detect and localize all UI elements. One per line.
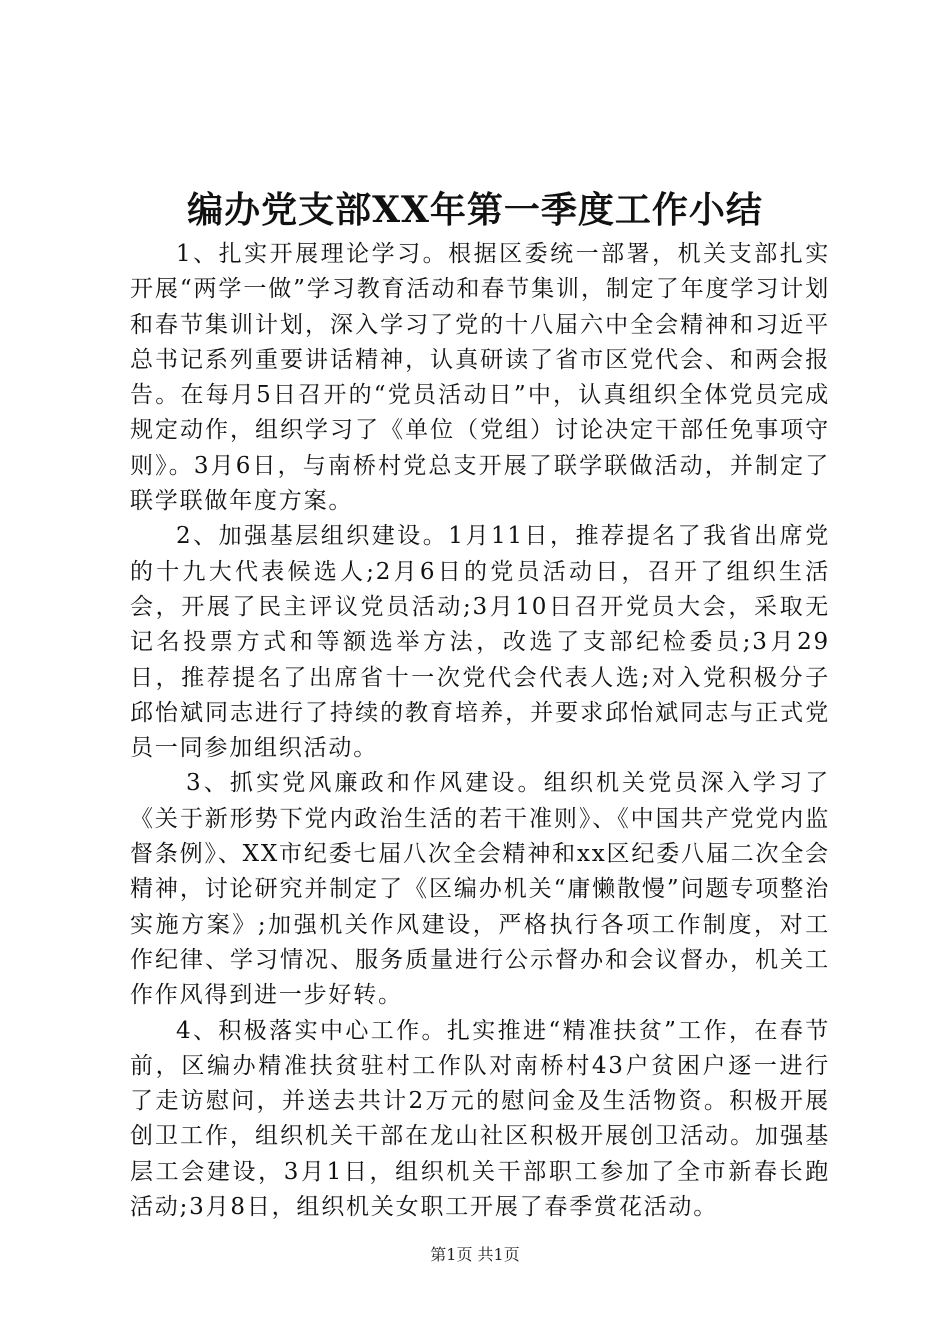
document-title: 编办党支部XX年第一季度工作小结: [187, 189, 763, 231]
paragraph-3: 3、抓实党风廉政和作风建设。组织机关党员深入学习了《关于新形势下党内政治生活的若干准则》、《中国共产党党内监督条例》、XX市纪委七届八次全会精神和xx区纪委八届二次全会精神，讨论研究并制定了《区编办机关“庸懒散慢”问题专项整治实施方案》;加强机关作风建设，严格执行各项工作制度，对工作纪律、学习情况、服务质量进行公示督办和会议督办，机关工作作风得到进一步好转。: [130, 770, 830, 1009]
paragraph-1: 1、扎实开展理论学习。根据区委统一部署，机关支部扎实开展“两学一做”学习教育活动和春节集训，制定了年度学习计划和春节集训计划，深入学习了党的十八届六中全会精神和习近平总书记系列重要讲话精神，认真研读了省市区党代会、和两会报告。在每月5日召开的“党员活动日”中，认真组织全体党员完成规定动作，组织学习了《单位（党组）讨论决定干部任免事项守则》。3月6日，与南桥村党总支开展了联学联做活动，并制定了联学联做年度方案。: [130, 241, 830, 515]
document-body: [130, 237, 830, 1225]
paragraph-4: 4、积极落实中心工作。扎实推进“精准扶贫”工作，在春节前，区编办精准扶贫驻村工作队对南桥村43户贫困户逐一进行了走访慰问，并送去共计2万元的慰问金及生活物资。积极开展创卫工作，组织机关干部在龙山社区积极开展创卫活动。加强基层工会建设，3月1日，组织机关干部职工参加了全市新春长跑活动;3月8日，组织机关女职工开展了春季赏花活动。: [130, 1017, 830, 1221]
paragraph-2: 2、加强基层组织建设。1月11日，推荐提名了我省出席党的十九大代表候选人;2月6日的党员活动日，召开了组织生活会，开展了民主评议党员活动;3月10日召开党员大会，采取无记名投票方式和等额选举方法，改选了支部纪检委员;3月29日，推荐提名了出席省十一次党代会代表人选;对入党积极分子邱怡斌同志进行了持续的教育培养，并要求邱怡斌同志与正式党员一同参加组织活动。: [130, 523, 830, 762]
page-number-footer: 第1页 共1页: [430, 1245, 520, 1264]
